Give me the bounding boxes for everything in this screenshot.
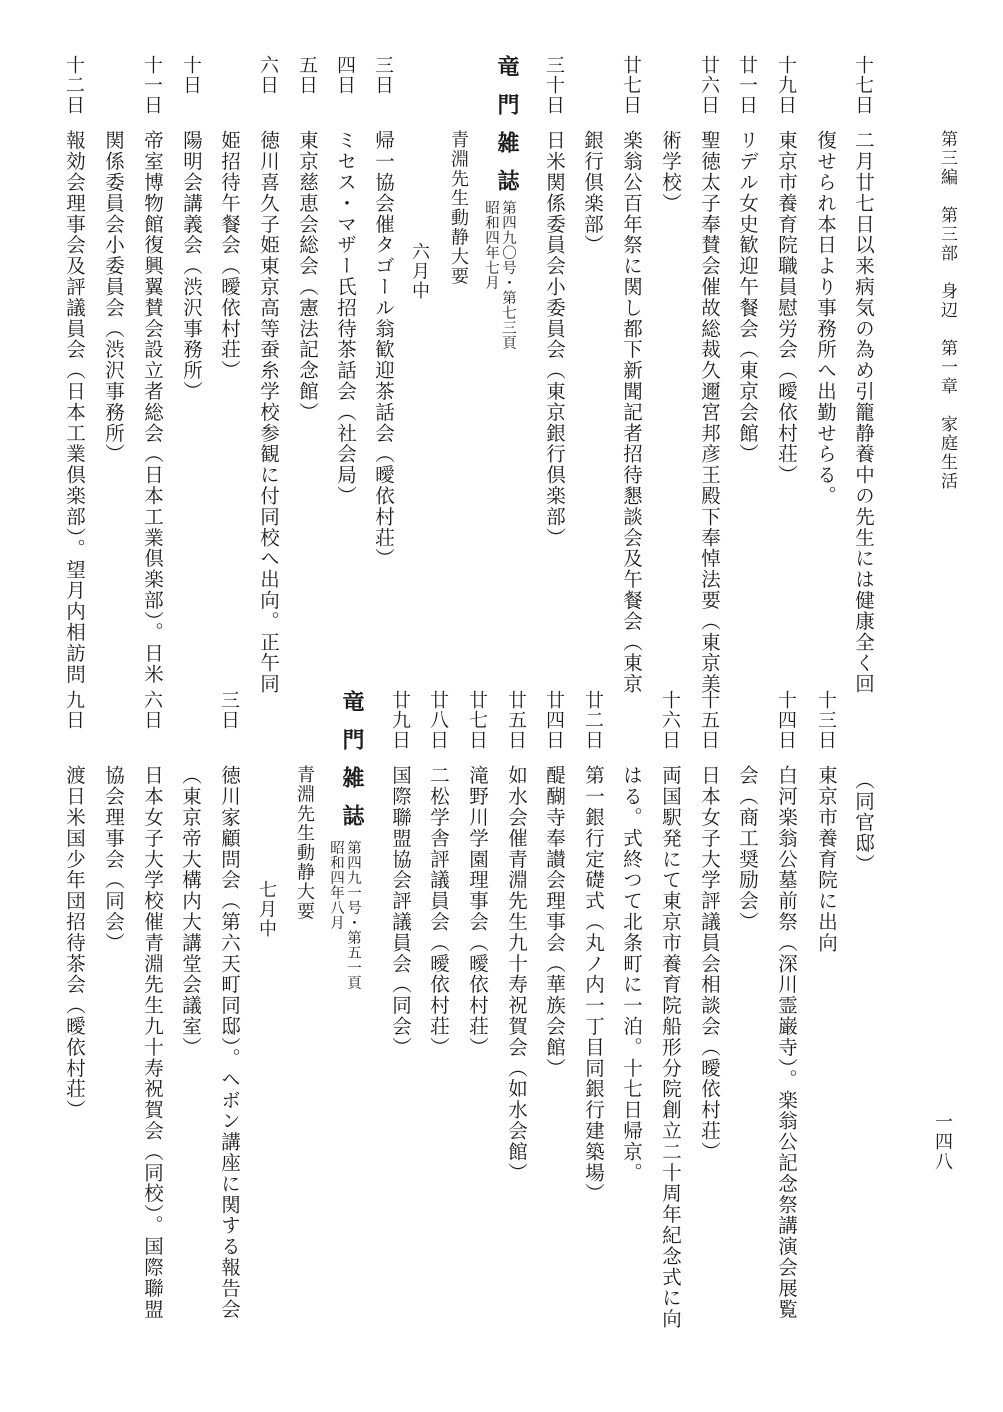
month-heading: 七月中: [256, 880, 277, 939]
entry-day: 十三日: [815, 690, 837, 750]
section-title: 青淵先生動静大要: [294, 765, 315, 921]
entry-text: ミセス・マザー氏招待茶話会（社会局）: [334, 130, 357, 507]
entry-text: 帰一協会催タゴール翁歓迎茶話会（曖依村荘）: [372, 130, 395, 569]
entry-day: 十一日: [141, 55, 163, 115]
entry-day: 五日: [296, 55, 318, 95]
entry-continuation: 会（商工奨励会）: [736, 765, 759, 933]
entry-text: リデル女史歓迎午餐会（東京会館）: [736, 130, 759, 465]
entry-continuation: 関係委員会小委員会（渋沢事務所）: [102, 130, 125, 465]
entry-text: 報効会理事会及評議員会（日本工業倶楽部）。望月内相訪問: [63, 130, 86, 685]
entry-text: 日米関係委員会小委員会（東京銀行倶楽部）: [543, 130, 566, 548]
entry-text: 東京慈恵会総会（憲法記念館）: [296, 130, 319, 423]
entry-day: 廿七日: [466, 690, 488, 750]
magazine-date: 昭和四年七月: [483, 200, 499, 290]
entry-text: 二月廿七日以来病気の為め引籠静養中の先生には健康全く回: [852, 130, 875, 695]
entry-text: 両国駅発にて東京市養育院船形分院創立二十周年紀念式に向: [659, 765, 682, 1330]
entry-continuation: はる。式終つて北条町に一泊。十七日帰京。: [620, 765, 643, 1183]
magazine-issue: 第四九一号・第五一頁: [345, 840, 361, 990]
magazine-title: 竜門雑誌: [339, 690, 365, 842]
entry-day: 六日: [257, 55, 279, 95]
section-title: 青淵先生動静大要: [448, 130, 469, 286]
magazine-title: 竜門雑誌: [494, 55, 520, 207]
running-header: 第三編 第三部 身辺 第一章 家庭生活: [937, 130, 957, 491]
entry-text: 日本女子大学評議員会相談会（曖依村荘）: [698, 765, 721, 1163]
entry-continuation: 復せられ本日より事務所へ出勤せらる。: [814, 130, 837, 507]
entry-text: 東京市養育院に出向: [815, 765, 838, 954]
entry-text: 徳川喜久子姫東京高等蚕糸学校参観に付同校へ出向。正午同: [257, 130, 280, 695]
entry-day: 三日: [218, 690, 240, 730]
entry-text: 渡日米国少年団招待茶会（曖依村荘）: [63, 765, 86, 1121]
entry-day: 廿五日: [505, 690, 527, 750]
entry-day: 廿九日: [389, 690, 411, 750]
entry-text: 如水会催青淵先生九十寿祝賀会（如水会館）: [505, 765, 528, 1183]
entry-text: 帝室博物館復興翼賛会設立者総会（日本工業倶楽部）。日米: [141, 130, 164, 685]
entry-continuation: 銀行倶楽部）: [581, 130, 604, 256]
entry-text: 日本女子大学校催青淵先生九十寿祝賀会（同校）。国際聯盟: [141, 765, 164, 1320]
entry-text: 徳川家顧問会（第六天町同邸）。ヘボン講座に関する報告会: [218, 765, 241, 1320]
entry-day: 廿四日: [543, 690, 565, 750]
entry-text: 第一銀行定礎式（丸ノ内一丁目同銀行建築場）: [582, 765, 605, 1204]
entry-day: 廿一日: [736, 55, 758, 115]
magazine-issue: 第四九〇号・第七三頁: [500, 200, 516, 350]
entry-text: 滝野川学園理事会（曖依村荘）: [466, 765, 489, 1058]
magazine-date: 昭和四年八月: [328, 840, 344, 930]
entry-text: 醍醐寺奉讃会理事会（華族会館）: [543, 765, 566, 1079]
entry-text: 東京市養育院職員慰労会（曖依村荘）: [775, 130, 798, 486]
entry-day: 三十日: [543, 55, 565, 115]
entry-day: 十五日: [698, 690, 720, 750]
entry-day: 十日: [180, 55, 202, 95]
entry-day: 十六日: [659, 690, 681, 750]
entry-text: 国際聯盟協会評議員会（同会）: [389, 765, 412, 1058]
entry-text: 白河楽翁公墓前祭（深川霊巌寺）。楽翁公記念祭講演会展覧: [775, 765, 798, 1320]
entry-day: 廿七日: [620, 55, 642, 115]
entry-text: 聖徳太子奉賛会催故総裁久邇宮邦彦王殿下奉悼法要（東京美: [698, 130, 721, 695]
entry-day: 十二日: [63, 55, 85, 115]
entry-day: 四日: [334, 55, 356, 95]
entry-day: 十四日: [775, 690, 797, 750]
entry-continuation: 姫招待午餐会（曖依村荘）: [218, 130, 241, 381]
entry-continuation: （東京帝大構内大講堂会議室）: [179, 765, 202, 1058]
entry-continuation: 術学校）: [659, 130, 682, 214]
entry-continuation: 協会理事会（同会）: [102, 765, 125, 954]
month-heading: 六月中: [409, 242, 430, 301]
entry-day: 廿六日: [698, 55, 720, 115]
entry-day: 九日: [63, 690, 85, 730]
entry-text: 陽明会講義会（渋沢事務所）: [180, 130, 203, 402]
entry-day: 廿八日: [427, 690, 449, 750]
entry-text: 楽翁公百年祭に関し都下新聞記者招待懇談会及午餐会（東京: [620, 130, 643, 695]
entry-day: 十九日: [775, 55, 797, 115]
entry-day: 六日: [141, 690, 163, 730]
page-number: 一四八: [932, 1112, 953, 1172]
entry-day: 廿二日: [582, 690, 604, 750]
entry-day: 三日: [372, 55, 394, 95]
entry-day: 十七日: [852, 55, 874, 115]
entry-text: 二松学舎評議員会（曖依村荘）: [427, 765, 450, 1058]
entry-continuation: （同官邸）: [852, 770, 875, 875]
